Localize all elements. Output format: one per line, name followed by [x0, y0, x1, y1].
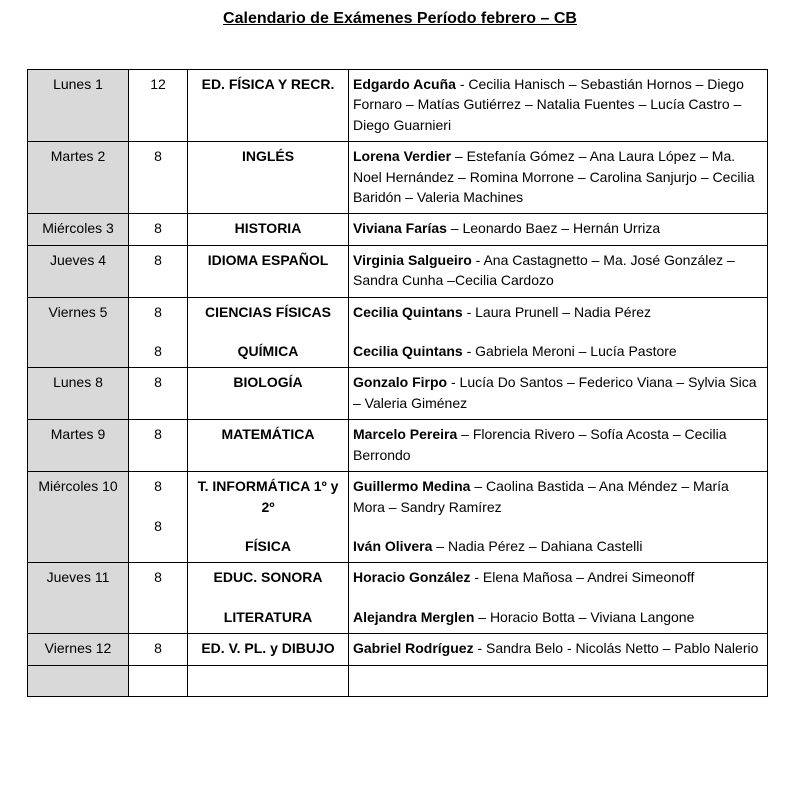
- subject-cell: [188, 368, 349, 420]
- exam-tribunal: [353, 567, 763, 587]
- exam-hour: 8: [154, 343, 162, 360]
- tribunal-president: Iván Olivera: [353, 537, 433, 554]
- tribunal-president: Gabriel Rodríguez: [353, 640, 474, 657]
- table-row: [28, 297, 768, 368]
- tribunal-members: – Horacio Botta – Viviana Langone: [474, 608, 695, 625]
- tribunal-president: Cecilia Quintans: [353, 343, 463, 360]
- day-cell: [28, 634, 129, 665]
- tribunal-cell: [349, 245, 768, 297]
- hour-cell: [129, 297, 188, 368]
- tribunal-president: Viviana Farías: [353, 220, 447, 237]
- hour-cell: [129, 420, 188, 472]
- exam-tribunal: [353, 341, 763, 361]
- table-row: [28, 665, 768, 696]
- day-label: Jueves 4: [49, 251, 107, 268]
- exam-tribunal: [353, 607, 763, 627]
- hour-cell: [129, 70, 188, 142]
- day-label: Jueves 11: [46, 569, 110, 586]
- hour-cell: [129, 563, 188, 634]
- day-cell: [28, 563, 129, 634]
- tribunal-president: Guillermo Medina: [353, 478, 471, 495]
- exam-subject: CIENCIAS FÍSICAS: [204, 303, 331, 320]
- tribunal-cell: [349, 634, 768, 665]
- day-label: Viernes 5: [48, 303, 108, 320]
- tribunal-members: – Florencia Rivero – Sofía Acosta – Cecilia Berrondo: [353, 426, 727, 463]
- tribunal-cell: [349, 70, 768, 142]
- exam-hour: 8: [154, 148, 162, 165]
- tribunal-members: - Lucía Do Santos – Federico Viana – Sylvia Sica – Valeria Giménez: [353, 374, 757, 411]
- exam-hour: 8: [154, 426, 162, 443]
- hour-cell: [129, 214, 188, 245]
- day-label: Lunes 1: [53, 76, 103, 92]
- subject-cell: [188, 245, 349, 297]
- day-cell: [28, 214, 129, 245]
- tribunal-members: - Elena Mañosa – Andrei Simeonoff: [470, 569, 695, 586]
- tribunal-members: - Cecilia Hanisch – Sebastián Hornos – Diego Fornaro – Matías Gutiérrez – Natalia Fuentes – Lucía Castro – Diego Guarnieri: [353, 76, 744, 133]
- exam-tribunal: [353, 476, 763, 517]
- subject-cell: [188, 214, 349, 245]
- tribunal-members: - Sandra Belo - Nicolás Netto – Pablo Nalerio: [473, 640, 759, 657]
- tribunal-president: Cecilia Quintans: [353, 303, 463, 320]
- exam-calendar-table: [27, 69, 768, 697]
- exam-hour: 8: [154, 374, 162, 391]
- tribunal-president: Virginia Salgueiro: [353, 251, 472, 268]
- tribunal-cell: [349, 297, 768, 368]
- table-row: [28, 214, 768, 245]
- table-row: [28, 472, 768, 563]
- exam-separator: [353, 322, 763, 341]
- exam-hour: 8: [154, 517, 162, 534]
- exam-tribunal: [353, 218, 763, 238]
- tribunal-members: - Gabriela Meroni – Lucía Pastore: [462, 343, 677, 360]
- tribunal-members: - Laura Prunell – Nadia Pérez: [462, 303, 652, 320]
- exam-tribunal: [353, 638, 763, 658]
- exam-hour: [133, 607, 183, 627]
- day-cell: [28, 245, 129, 297]
- exam-subject: EDUC. SONORA: [213, 569, 323, 586]
- table-row: [28, 142, 768, 214]
- exam-separator: [192, 322, 344, 341]
- tribunal-president: Lorena Verdier: [353, 148, 452, 165]
- exam-separator: [133, 588, 183, 607]
- exam-subject: T. INFORMÁTICA 1º y 2º: [197, 478, 339, 515]
- tribunal-cell: [349, 142, 768, 214]
- hour-cell: [129, 368, 188, 420]
- day-cell: [28, 297, 129, 368]
- exam-separator: [353, 517, 763, 536]
- tribunal-president: Gonzalo Firpo: [353, 374, 448, 391]
- exam-hour: 8: [154, 220, 162, 237]
- empty-cell: [129, 665, 188, 696]
- empty-cell: [28, 665, 129, 696]
- exam-subject: MATEMÁTICA: [221, 426, 315, 443]
- exam-hour: 8: [154, 569, 162, 586]
- exam-separator: [133, 497, 183, 516]
- exam-subject: ED. FÍSICA Y RECR.: [201, 76, 335, 92]
- day-cell: [28, 142, 129, 214]
- exam-subject: QUÍMICA: [237, 343, 299, 360]
- exam-hour: 8: [154, 303, 162, 320]
- tribunal-members: – Estefanía Gómez – Ana Laura López – Ma. Noel Hernández – Romina Morrone – Carolina Sanjurjo – Cecilia Baridón – Valeria Machines: [353, 148, 755, 206]
- empty-cell: [188, 665, 349, 696]
- table-row: [28, 245, 768, 297]
- hour-cell: [129, 142, 188, 214]
- tribunal-president: Horacio González: [353, 569, 471, 586]
- exam-tribunal: [353, 302, 763, 322]
- table-row: [28, 634, 768, 665]
- exam-tribunal: [353, 536, 763, 556]
- hour-cell: [129, 245, 188, 297]
- tribunal-cell: [349, 214, 768, 245]
- subject-cell: [188, 420, 349, 472]
- exam-subject: BIOLOGÍA: [233, 374, 303, 391]
- tribunal-cell: [349, 472, 768, 563]
- subject-cell: [188, 563, 349, 634]
- exam-subject: INGLÉS: [241, 148, 295, 165]
- table-row: [28, 368, 768, 420]
- tribunal-members: – Nadia Pérez – Dahiana Castelli: [432, 537, 643, 554]
- exam-separator: [192, 517, 344, 536]
- tribunal-cell: [349, 420, 768, 472]
- exam-subject: IDIOMA ESPAÑOL: [207, 251, 329, 268]
- day-cell: [28, 368, 129, 420]
- tribunal-cell: [349, 563, 768, 634]
- day-label: Lunes 8: [53, 374, 103, 391]
- exam-tribunal: [353, 74, 763, 135]
- exam-subject: HISTORIA: [234, 220, 302, 237]
- exam-calendar-body: [28, 70, 768, 697]
- exam-hour: 8: [154, 478, 162, 495]
- tribunal-president: Alejandra Merglen: [353, 608, 475, 625]
- page-title: Calendario de Exámenes Período febrero – CB: [223, 10, 577, 27]
- tribunal-cell: [349, 368, 768, 420]
- tribunal-members: – Caolina Bastida – Ana Méndez – María Mora – Sandry Ramírez: [353, 478, 729, 515]
- empty-cell: [349, 665, 768, 696]
- subject-cell: [188, 142, 349, 214]
- subject-cell: [188, 70, 349, 142]
- hour-cell: [129, 634, 188, 665]
- exam-tribunal: [353, 424, 763, 465]
- exam-hour: 8: [154, 251, 162, 268]
- day-label: Martes 9: [50, 426, 106, 443]
- day-label: Miércoles 3: [42, 220, 114, 237]
- exam-hour: 8: [154, 640, 162, 657]
- exam-tribunal: [353, 250, 763, 291]
- day-cell: [28, 472, 129, 563]
- day-label: Martes 2: [50, 148, 106, 165]
- exam-separator: [192, 588, 344, 607]
- day-cell: [28, 70, 129, 142]
- exam-hour: 12: [150, 76, 166, 92]
- tribunal-members: – Leonardo Baez – Hernán Urriza: [446, 220, 661, 237]
- table-row: [28, 563, 768, 634]
- subject-cell: [188, 472, 349, 563]
- tribunal-members: - Ana Castagnetto – Ma. José González – Sandra Cunha –Cecilia Cardozo: [353, 251, 735, 289]
- exam-tribunal: [353, 146, 763, 207]
- day-label: Miércoles 10: [38, 478, 118, 495]
- exam-subject: LITERATURA: [223, 608, 313, 625]
- day-cell: [28, 420, 129, 472]
- subject-cell: [188, 297, 349, 368]
- table-row: [28, 420, 768, 472]
- exam-tribunal: [353, 372, 763, 413]
- subject-cell: [188, 634, 349, 665]
- tribunal-president: Edgardo Acuña: [353, 76, 456, 92]
- exam-separator: [133, 322, 183, 341]
- tribunal-president: Marcelo Pereira: [353, 426, 458, 443]
- exam-subject: ED. V. PL. y DIBUJO: [201, 640, 335, 657]
- hour-cell: [129, 472, 188, 563]
- exam-subject: FÍSICA: [245, 537, 291, 554]
- table-row: [28, 70, 768, 142]
- exam-separator: [353, 588, 763, 607]
- day-label: Viernes 12: [44, 640, 112, 657]
